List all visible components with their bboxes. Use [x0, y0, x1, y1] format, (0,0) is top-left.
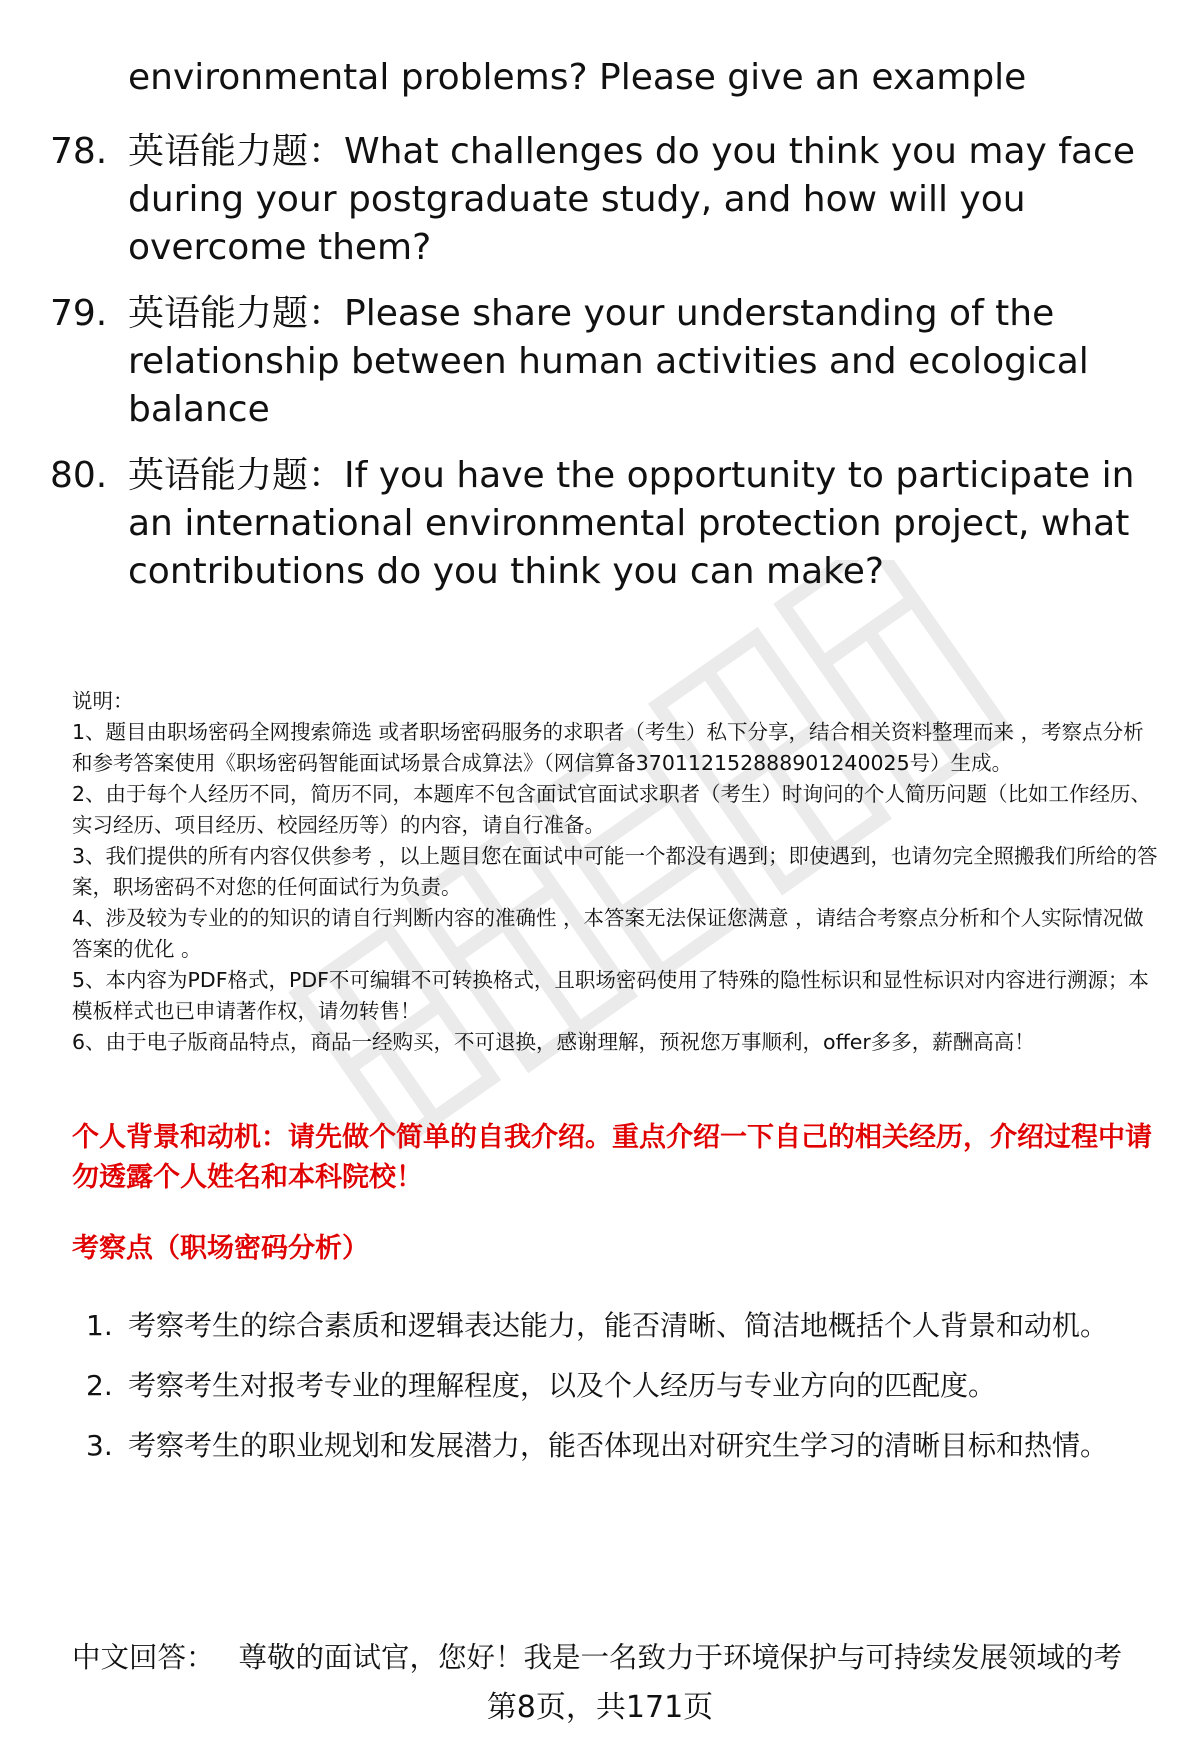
analysis-heading: 考察点（职场密码分析）: [72, 1233, 369, 1264]
analysis-point: [72, 1416, 1162, 1476]
note-item: 1、题目由职场密码全网搜索筛选 或者职场密码服务的求职者（考生）私下分享，结合相关资料整理而来 ，考察点分析和参考答案使用《职场密码智能面试场景合成算法》（网信算备370112152888901240025号）生成。: [72, 720, 1144, 775]
question-number: 79.: [50, 293, 108, 334]
point-number: 2.: [86, 1369, 113, 1402]
question-text: 英语能力题：What challenges do you think you may face during your postgraduate study, and how will you overcome them?: [128, 131, 1135, 268]
point-text: 考察考生对报考专业的理解程度，以及个人经历与专业方向的匹配度。: [128, 1369, 997, 1402]
answer-paragraph: [72, 1638, 1162, 1678]
question-number: 80.: [50, 455, 108, 496]
main-question: 个人背景和动机：请先做个简单的自我介绍。重点介绍一下自己的相关经历，介绍过程中请勿透露个人姓名和本科院校！: [72, 1122, 1152, 1193]
answer-text: 尊敬的面试官，您好！我是一名致力于环境保护与可持续发展领域的考: [238, 1641, 1123, 1674]
notes-section: [72, 686, 1162, 1058]
question-text: 英语能力题：Please share your understanding of the relationship between human activities and ecological balance: [128, 293, 1089, 430]
note-item: 5、本内容为PDF格式，PDF不可编辑不可转换格式，且职场密码使用了特殊的隐性标识和显性标识对内容进行溯源；本模板样式也已申请著作权，请勿转售！: [72, 968, 1149, 1023]
note-item: 4、涉及较为专业的的知识的请自行判断内容的准确性 ，本答案无法保证您满意 ，请结合考察点分析和个人实际情况做答案的优化 。: [72, 906, 1144, 961]
analysis-point: [72, 1296, 1162, 1356]
point-text: 考察考生的职业规划和发展潜力，能否体现出对研究生学习的清晰目标和热情。: [128, 1429, 1109, 1462]
analysis-point: [72, 1356, 1162, 1416]
point-number: 3.: [86, 1429, 113, 1462]
question-77-continuation: environmental problems? Please give an example: [128, 57, 1027, 98]
note-item: 2、由于每个人经历不同，简历不同，本题库不包含面试官面试求职者（考生）时询问的个人简历问题（比如工作经历、实习经历、项目经历、校园经历等）的内容，请自行准备。: [72, 782, 1152, 837]
page-number: 第8页，共171页: [486, 1690, 714, 1725]
question-text: 英语能力题：If you have the opportunity to participate in an international environmental protection project, what contributions do you think you can make?: [128, 455, 1135, 592]
note-item: 6、由于电子版商品特点，商品一经购买，不可退换，感谢理解，预祝您万事顺利，offer多多，薪酬高高！: [72, 1030, 1035, 1054]
point-text: 考察考生的综合素质和逻辑表达能力，能否清晰、简洁地概括个人背景和动机。: [128, 1309, 1109, 1342]
question-number: 78.: [50, 131, 108, 172]
note-item: 3、我们提供的所有内容仅供参考 ，以上题目您在面试中可能一个都没有遇到；即使遇到，也请勿完全照搬我们所给的答案，职场密码不对您的任何面试行为负责。: [72, 844, 1158, 899]
question-79: [50, 290, 1160, 434]
notes-title: 说明：: [72, 689, 134, 713]
answer-label: 中文回答：: [72, 1641, 215, 1674]
analysis-points: [72, 1296, 1162, 1476]
question-78: [50, 128, 1160, 272]
question-80: [50, 452, 1160, 596]
point-number: 1.: [86, 1309, 113, 1342]
